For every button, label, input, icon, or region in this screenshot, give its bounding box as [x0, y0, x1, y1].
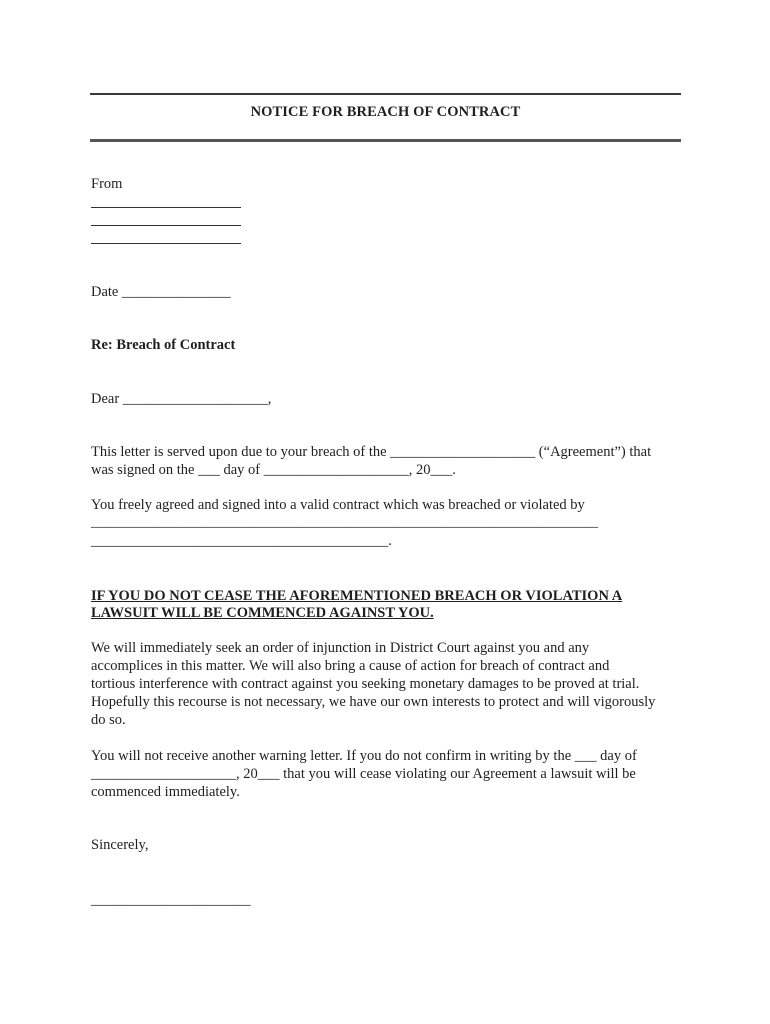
para2-line3: _________________________________________. — [91, 533, 392, 549]
document-title: NOTICE FOR BREACH OF CONTRACT — [250, 104, 521, 120]
from-blank-line-3 — [91, 243, 241, 244]
warning-line2: LAWSUIT WILL BE COMMENCED AGAINST YOU. — [91, 605, 434, 621]
para4-line1: You will not receive another warning letter. If you do not confirm in writing by the ___ day of — [91, 748, 637, 764]
para3-line4: Hopefully this recourse is not necessary, we have our own interests to protect and will vigorously — [91, 694, 656, 710]
para2-line1: You freely agreed and signed into a valid contract which was breached or violated by — [91, 497, 585, 513]
para3-line1: We will immediately seek an order of injunction in District Court against you and any — [91, 640, 590, 656]
from-blank-line-1 — [91, 207, 241, 208]
date-line: Date _______________ — [91, 284, 231, 300]
para1-line1: This letter is served upon due to your breach of the ____________________ (“Agreement”) that — [91, 444, 652, 460]
para4-line3: commenced immediately. — [91, 784, 240, 800]
from-blank-line-2 — [91, 225, 241, 226]
re-line: Re: Breach of Contract — [91, 337, 236, 353]
warning-line1: IF YOU DO NOT CEASE THE AFOREMENTIONED BREACH OR VIOLATION A — [91, 588, 623, 604]
para3-line5: do so. — [91, 712, 126, 728]
bottom-rule — [90, 139, 681, 142]
closing: Sincerely, — [91, 837, 149, 853]
para2-line2: __________________________________________________________________________ — [91, 515, 598, 530]
para4-line2: ____________________, 20___ that you will cease violating our Agreement a lawsuit will be — [91, 766, 636, 782]
top-rule — [90, 93, 681, 95]
para3-line2: accomplices in this matter. We will also bring a cause of action for breach of contract and — [91, 658, 610, 674]
signature-line: ______________________ — [91, 892, 251, 908]
para1-line2: was signed on the ___ day of ____________________, 20___. — [91, 462, 456, 478]
para3-line3: tortious interference with contract against you seeking monetary damages to be proved at trial. — [91, 676, 640, 692]
salutation: Dear ____________________, — [91, 391, 272, 407]
from-label: From — [91, 176, 123, 192]
